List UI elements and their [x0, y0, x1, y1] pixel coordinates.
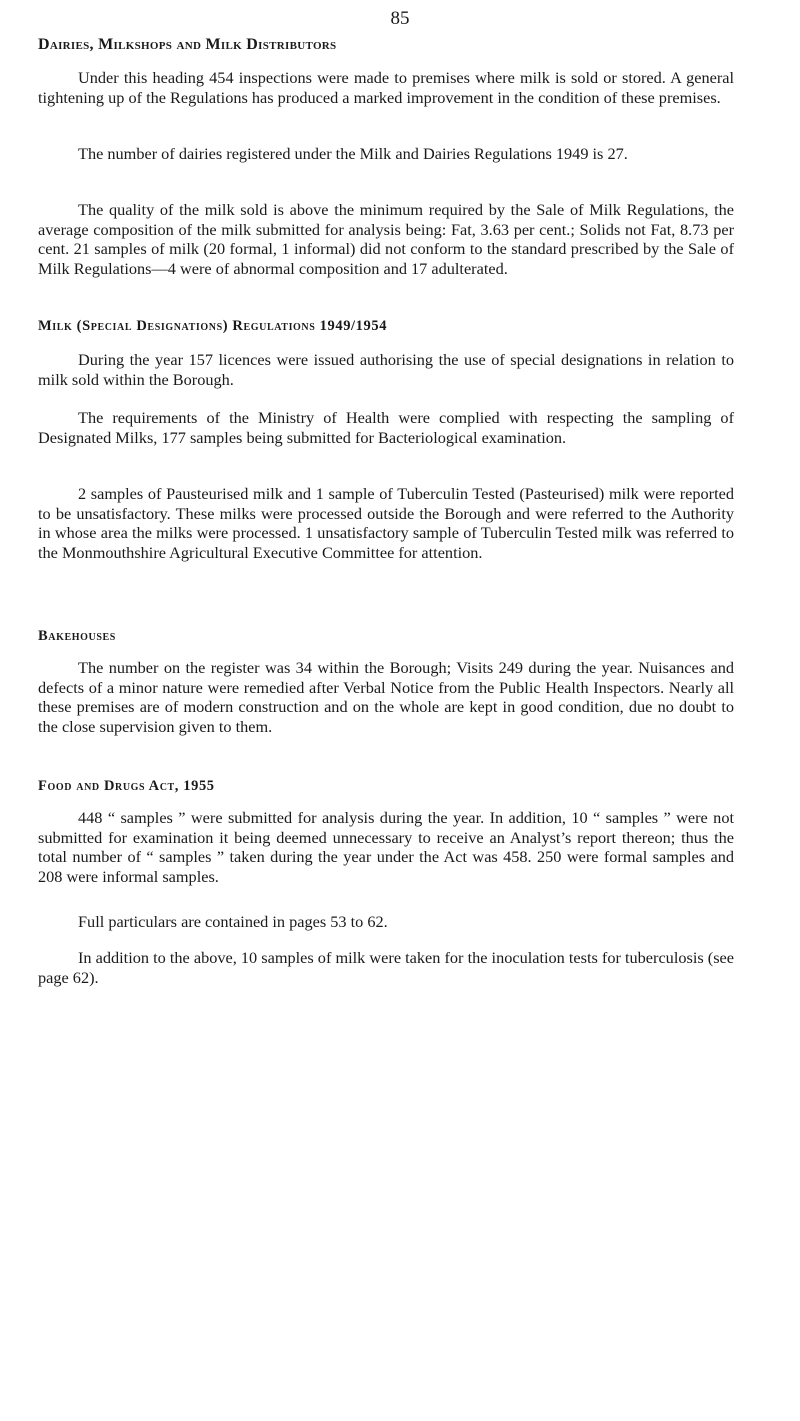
paragraph-milk-quality: The quality of the milk sold is above the minimum required by the Sale of Milk Regulations, the average composition of the milk submitted for analysis being: Fat, 3.63 per cent.; Solids not Fat, 8.73 per cent. 21 samples of milk (20 formal, 1 informal) did not conform to the standard prescribed by the Sale of Milk Regulations—4 were of abnormal composition and 17 adulterated. [38, 200, 734, 278]
section-heading-special-designations: Milk (Special Designations) Regulations 1949/1954 [38, 318, 388, 334]
paragraph-ministry-requirements: The requirements of the Ministry of Health were complied with respecting the sampling of Designated Milks, 177 samples being submitted for Bacteriological examination. [38, 408, 734, 447]
paragraph-dairies-registered: The number of dairies registered under the Milk and Dairies Regulations 1949 is 27. [78, 144, 628, 163]
section-heading-dairies: Dairies, Milkshops and Milk Distributors [38, 36, 337, 53]
paragraph-dairies-inspections: Under this heading 454 inspections were made to premises where milk is sold or stored. A general tightening up of the Regulations has produced a marked improvement in the condition of these premises. [38, 68, 734, 107]
page-number: 85 [390, 8, 410, 29]
paragraph-samples-submitted: 448 “ samples ” were submitted for analysis during the year. In addition, 10 “ samples ” were not submitted for examination it being deemed unnecessary to receive an Analyst’s report thereon; thus the total number of “ samples ” taken during the year under the Act was 458. 250 were formal samples and 208 were informal samples. [38, 808, 734, 886]
section-heading-bakehouses: Bakehouses [38, 628, 116, 644]
section-heading-food-drugs-act: Food and Drugs Act, 1955 [38, 778, 215, 794]
paragraph-unsatisfactory-samples: 2 samples of Pausteurised milk and 1 sample of Tuberculin Tested (Pasteurised) milk were reported to be unsatisfactory. These milks were processed outside the Borough and were referred to the Authority in whose area the milks were processed. 1 unsatisfactory sample of Tuberculin Tested milk was referred to the Monmouthshire Agricultural Executive Committee for attention. [38, 484, 734, 562]
paragraph-inoculation-tests: In addition to the above, 10 samples of milk were taken for the inoculation tests for tuberculosis (see page 62). [38, 948, 734, 987]
paragraph-licences: During the year 157 licences were issued authorising the use of special designations in relation to milk sold within the Borough. [38, 350, 734, 389]
paragraph-full-particulars: Full particulars are contained in pages 53 to 62. [78, 912, 388, 931]
paragraph-bakehouses: The number on the register was 34 within the Borough; Visits 249 during the year. Nuisances and defects of a minor nature were remedied after Verbal Notice from the Public Health Inspectors. Nearly all these premises are of modern construction and on the whole are kept in good condition, due no doubt to the close supervision given to them. [38, 658, 734, 736]
